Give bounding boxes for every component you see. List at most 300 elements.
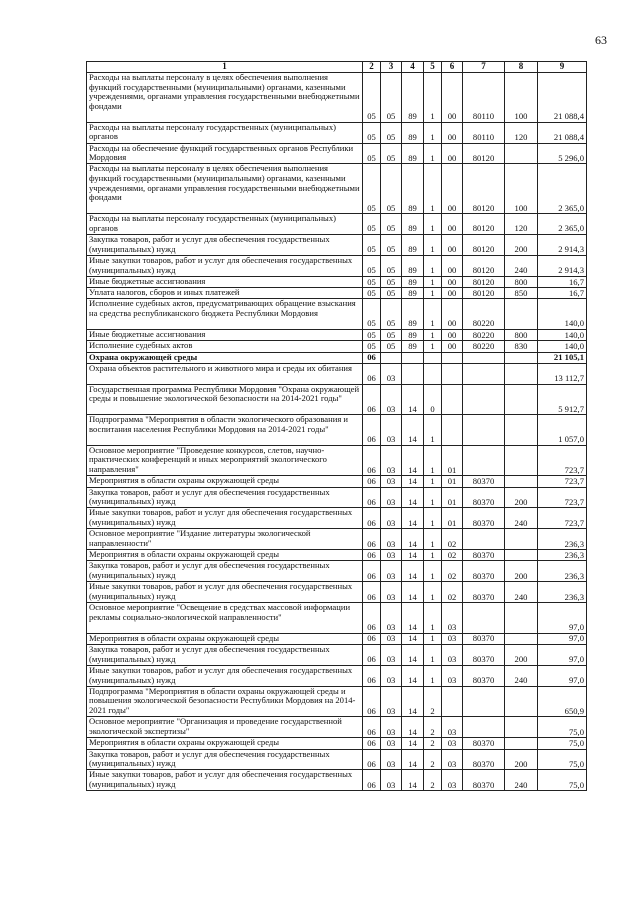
section-code-cell: 06 bbox=[363, 550, 381, 561]
event-code-cell: 00 bbox=[442, 73, 463, 123]
direction-code-cell: 80370 bbox=[463, 749, 505, 770]
amount-cell: 236,3 bbox=[538, 529, 587, 550]
program-code-cell: 14 bbox=[402, 645, 424, 666]
table-row bbox=[87, 582, 587, 603]
row-name-cell: Мероприятия в области охраны окружающей среды bbox=[87, 476, 363, 487]
amount-cell: 723,7 bbox=[538, 476, 587, 487]
event-code-cell: 03 bbox=[442, 633, 463, 644]
amount-cell: 650,9 bbox=[538, 686, 587, 717]
section-code-cell: 06 bbox=[363, 487, 381, 508]
header-col-5: 5 bbox=[424, 62, 442, 73]
subprogram-code-cell: 1 bbox=[424, 235, 442, 256]
expense-type-cell: 800 bbox=[505, 329, 538, 340]
row-name-cell: Закупка товаров, работ и услуг для обеспечения государственных (муниципальных) нужд bbox=[87, 235, 363, 256]
table-row bbox=[87, 770, 587, 791]
section-code-cell: 06 bbox=[363, 717, 381, 738]
section-code-cell: 06 bbox=[363, 738, 381, 749]
header-col-3: 3 bbox=[381, 62, 402, 73]
subprogram-code-cell: 1 bbox=[424, 645, 442, 666]
row-name-cell: Основное мероприятие "Проведение конкурсов, слетов, научно-практических конференций и иных мероприятий экологического направления" bbox=[87, 445, 363, 476]
table-row bbox=[87, 363, 587, 384]
subprogram-code-cell: 1 bbox=[424, 550, 442, 561]
table-row bbox=[87, 415, 587, 446]
amount-cell: 21 088,4 bbox=[538, 122, 587, 143]
expense-type-cell: 800 bbox=[505, 276, 538, 287]
program-code-cell: 89 bbox=[402, 73, 424, 123]
section-code-cell: 06 bbox=[363, 686, 381, 717]
expense-type-cell bbox=[505, 738, 538, 749]
expense-type-cell bbox=[505, 415, 538, 446]
event-code-cell: 01 bbox=[442, 476, 463, 487]
amount-cell: 1 057,0 bbox=[538, 415, 587, 446]
direction-code-cell: 80120 bbox=[463, 276, 505, 287]
direction-code-cell: 80370 bbox=[463, 770, 505, 791]
subsection-code-cell: 03 bbox=[381, 561, 402, 582]
table-row bbox=[87, 73, 587, 123]
program-code-cell: 14 bbox=[402, 738, 424, 749]
program-code-cell: 89 bbox=[402, 341, 424, 352]
section-code-cell: 05 bbox=[363, 143, 381, 164]
amount-cell: 236,3 bbox=[538, 582, 587, 603]
amount-cell: 723,7 bbox=[538, 445, 587, 476]
row-name-cell: Мероприятия в области охраны окружающей среды bbox=[87, 738, 363, 749]
event-code-cell: 01 bbox=[442, 508, 463, 529]
subprogram-code-cell: 0 bbox=[424, 384, 442, 415]
amount-cell: 21 088,4 bbox=[538, 73, 587, 123]
program-code-cell: 89 bbox=[402, 214, 424, 235]
subprogram-code-cell bbox=[424, 352, 442, 363]
expense-type-cell: 240 bbox=[505, 582, 538, 603]
section-code-cell: 05 bbox=[363, 164, 381, 214]
program-code-cell: 14 bbox=[402, 749, 424, 770]
subsection-code-cell: 05 bbox=[381, 255, 402, 276]
table-row bbox=[87, 717, 587, 738]
table-row bbox=[87, 749, 587, 770]
table-row bbox=[87, 645, 587, 666]
expense-type-cell: 200 bbox=[505, 561, 538, 582]
program-code-cell: 14 bbox=[402, 550, 424, 561]
subprogram-code-cell: 1 bbox=[424, 255, 442, 276]
amount-cell: 140,0 bbox=[538, 329, 587, 340]
amount-cell: 97,0 bbox=[538, 665, 587, 686]
program-code-cell: 89 bbox=[402, 122, 424, 143]
amount-cell: 75,0 bbox=[538, 770, 587, 791]
table-row bbox=[87, 255, 587, 276]
subprogram-code-cell: 2 bbox=[424, 749, 442, 770]
direction-code-cell: 80370 bbox=[463, 645, 505, 666]
section-code-cell: 05 bbox=[363, 299, 381, 330]
subsection-code-cell: 03 bbox=[381, 633, 402, 644]
row-name-cell: Основное мероприятие "Организация и проведение государственной экологической экспертизы" bbox=[87, 717, 363, 738]
direction-code-cell bbox=[463, 603, 505, 634]
program-code-cell: 14 bbox=[402, 582, 424, 603]
row-name-cell: Иные закупки товаров, работ и услуг для обеспечения государственных (муниципальных) нужд bbox=[87, 255, 363, 276]
event-code-cell bbox=[442, 415, 463, 446]
event-code-cell: 00 bbox=[442, 329, 463, 340]
subsection-code-cell: 03 bbox=[381, 749, 402, 770]
direction-code-cell: 80370 bbox=[463, 550, 505, 561]
table-row bbox=[87, 633, 587, 644]
program-code-cell: 89 bbox=[402, 143, 424, 164]
section-code-cell: 05 bbox=[363, 255, 381, 276]
direction-code-cell bbox=[463, 363, 505, 384]
event-code-cell: 00 bbox=[442, 341, 463, 352]
section-code-cell: 06 bbox=[363, 529, 381, 550]
header-col-9: 9 bbox=[538, 62, 587, 73]
subprogram-code-cell: 1 bbox=[424, 415, 442, 446]
expense-type-cell: 100 bbox=[505, 164, 538, 214]
subsection-code-cell: 03 bbox=[381, 717, 402, 738]
table-row bbox=[87, 122, 587, 143]
subprogram-code-cell: 2 bbox=[424, 717, 442, 738]
section-code-cell: 05 bbox=[363, 122, 381, 143]
section-code-cell: 05 bbox=[363, 73, 381, 123]
event-code-cell: 02 bbox=[442, 529, 463, 550]
program-code-cell: 14 bbox=[402, 415, 424, 446]
direction-code-cell: 80370 bbox=[463, 476, 505, 487]
table-row bbox=[87, 550, 587, 561]
subsection-code-cell: 05 bbox=[381, 299, 402, 330]
table-row bbox=[87, 665, 587, 686]
amount-cell: 5 296,0 bbox=[538, 143, 587, 164]
direction-code-cell: 80110 bbox=[463, 122, 505, 143]
table-row bbox=[87, 214, 587, 235]
table-row bbox=[87, 529, 587, 550]
event-code-cell: 03 bbox=[442, 770, 463, 791]
amount-cell: 16,7 bbox=[538, 288, 587, 299]
table-row bbox=[87, 476, 587, 487]
program-code-cell: 14 bbox=[402, 487, 424, 508]
event-code-cell: 00 bbox=[442, 214, 463, 235]
section-code-cell: 06 bbox=[363, 665, 381, 686]
expense-type-cell bbox=[505, 686, 538, 717]
expense-type-cell: 240 bbox=[505, 770, 538, 791]
event-code-cell: 03 bbox=[442, 665, 463, 686]
table-row bbox=[87, 603, 587, 634]
subsection-code-cell: 03 bbox=[381, 645, 402, 666]
subsection-code-cell: 05 bbox=[381, 235, 402, 256]
direction-code-cell: 80220 bbox=[463, 329, 505, 340]
subprogram-code-cell: 1 bbox=[424, 276, 442, 287]
expense-type-cell bbox=[505, 363, 538, 384]
direction-code-cell bbox=[463, 445, 505, 476]
subsection-code-cell: 03 bbox=[381, 476, 402, 487]
table-row bbox=[87, 341, 587, 352]
subprogram-code-cell: 1 bbox=[424, 487, 442, 508]
amount-cell: 13 112,7 bbox=[538, 363, 587, 384]
amount-cell: 140,0 bbox=[538, 299, 587, 330]
expense-type-cell bbox=[505, 352, 538, 363]
section-code-cell: 06 bbox=[363, 749, 381, 770]
expense-type-cell: 240 bbox=[505, 665, 538, 686]
direction-code-cell: 80120 bbox=[463, 235, 505, 256]
section-code-cell: 06 bbox=[363, 476, 381, 487]
expense-type-cell: 200 bbox=[505, 645, 538, 666]
amount-cell: 236,3 bbox=[538, 561, 587, 582]
subsection-code-cell: 03 bbox=[381, 384, 402, 415]
direction-code-cell bbox=[463, 384, 505, 415]
event-code-cell: 02 bbox=[442, 561, 463, 582]
subsection-code-cell: 03 bbox=[381, 529, 402, 550]
amount-cell: 75,0 bbox=[538, 717, 587, 738]
subprogram-code-cell: 1 bbox=[424, 143, 442, 164]
program-code-cell: 89 bbox=[402, 164, 424, 214]
row-name-cell: Уплата налогов, сборов и иных платежей bbox=[87, 288, 363, 299]
amount-cell: 2 365,0 bbox=[538, 164, 587, 214]
row-name-cell: Расходы на выплаты персоналу в целях обеспечения выполнения функций государственными (муниципальными) органами, казенными учреждениями, органами управления государственными внебюджетными фондами bbox=[87, 73, 363, 123]
header-col-1: 1 bbox=[87, 62, 363, 73]
direction-code-cell: 80120 bbox=[463, 164, 505, 214]
event-code-cell: 00 bbox=[442, 299, 463, 330]
amount-cell: 75,0 bbox=[538, 738, 587, 749]
row-name-cell: Основное мероприятие "Освещение в средствах массовой информации рекламы социально-экологической направленности" bbox=[87, 603, 363, 634]
section-code-cell: 05 bbox=[363, 288, 381, 299]
table-row bbox=[87, 384, 587, 415]
event-code-cell: 03 bbox=[442, 749, 463, 770]
direction-code-cell: 80120 bbox=[463, 288, 505, 299]
direction-code-cell: 80370 bbox=[463, 738, 505, 749]
direction-code-cell: 80120 bbox=[463, 143, 505, 164]
table-body bbox=[87, 73, 587, 791]
program-code-cell: 14 bbox=[402, 633, 424, 644]
event-code-cell: 02 bbox=[442, 582, 463, 603]
subsection-code-cell bbox=[381, 352, 402, 363]
direction-code-cell: 80370 bbox=[463, 508, 505, 529]
event-code-cell: 00 bbox=[442, 164, 463, 214]
direction-code-cell bbox=[463, 529, 505, 550]
table-row bbox=[87, 686, 587, 717]
amount-cell: 2 914,3 bbox=[538, 255, 587, 276]
table-header-row bbox=[87, 62, 587, 73]
row-name-cell: Расходы на выплаты персоналу государственных (муниципальных) органов bbox=[87, 122, 363, 143]
subsection-code-cell: 05 bbox=[381, 276, 402, 287]
program-code-cell: 14 bbox=[402, 665, 424, 686]
subprogram-code-cell: 1 bbox=[424, 529, 442, 550]
budget-table bbox=[86, 61, 587, 791]
expense-type-cell: 240 bbox=[505, 255, 538, 276]
table-row bbox=[87, 352, 587, 363]
table-row bbox=[87, 299, 587, 330]
expense-type-cell bbox=[505, 476, 538, 487]
section-code-cell: 06 bbox=[363, 445, 381, 476]
expense-type-cell: 200 bbox=[505, 749, 538, 770]
row-name-cell: Охрана объектов растительного и животного мира и среды их обитания bbox=[87, 363, 363, 384]
row-name-cell: Иные закупки товаров, работ и услуг для обеспечения государственных (муниципальных) нужд bbox=[87, 770, 363, 791]
subprogram-code-cell bbox=[424, 363, 442, 384]
event-code-cell bbox=[442, 352, 463, 363]
header-col-4: 4 bbox=[402, 62, 424, 73]
amount-cell: 75,0 bbox=[538, 749, 587, 770]
amount-cell: 2 365,0 bbox=[538, 214, 587, 235]
program-code-cell: 14 bbox=[402, 384, 424, 415]
program-code-cell: 89 bbox=[402, 255, 424, 276]
row-name-cell: Иные закупки товаров, работ и услуг для обеспечения государственных (муниципальных) нужд bbox=[87, 508, 363, 529]
subprogram-code-cell: 1 bbox=[424, 288, 442, 299]
expense-type-cell bbox=[505, 633, 538, 644]
direction-code-cell: 80370 bbox=[463, 487, 505, 508]
section-code-cell: 06 bbox=[363, 508, 381, 529]
subsection-code-cell: 05 bbox=[381, 122, 402, 143]
amount-cell: 140,0 bbox=[538, 341, 587, 352]
row-name-cell: Иные закупки товаров, работ и услуг для обеспечения государственных (муниципальных) нужд bbox=[87, 665, 363, 686]
subprogram-code-cell: 1 bbox=[424, 445, 442, 476]
direction-code-cell: 80120 bbox=[463, 214, 505, 235]
row-name-cell: Иные бюджетные ассигнования bbox=[87, 276, 363, 287]
row-name-cell: Исполнение судебных актов, предусматривающих обращение взыскания на средства республиканского бюджета Республики Мордовия bbox=[87, 299, 363, 330]
expense-type-cell bbox=[505, 717, 538, 738]
subsection-code-cell: 03 bbox=[381, 415, 402, 446]
subsection-code-cell: 05 bbox=[381, 288, 402, 299]
subsection-code-cell: 05 bbox=[381, 164, 402, 214]
event-code-cell: 03 bbox=[442, 717, 463, 738]
expense-type-cell: 200 bbox=[505, 235, 538, 256]
event-code-cell: 03 bbox=[442, 738, 463, 749]
amount-cell: 5 912,7 bbox=[538, 384, 587, 415]
section-code-cell: 06 bbox=[363, 633, 381, 644]
expense-type-cell: 120 bbox=[505, 122, 538, 143]
row-name-cell: Подпрограмма "Мероприятия в области экологического образования и воспитания населения Республики Мордовия на 2014-2021 годы" bbox=[87, 415, 363, 446]
expense-type-cell: 850 bbox=[505, 288, 538, 299]
table-row bbox=[87, 561, 587, 582]
section-code-cell: 06 bbox=[363, 352, 381, 363]
subsection-code-cell: 03 bbox=[381, 738, 402, 749]
header-col-6: 6 bbox=[442, 62, 463, 73]
subprogram-code-cell: 1 bbox=[424, 508, 442, 529]
expense-type-cell bbox=[505, 143, 538, 164]
expense-type-cell: 100 bbox=[505, 73, 538, 123]
section-code-cell: 06 bbox=[363, 384, 381, 415]
program-code-cell: 14 bbox=[402, 508, 424, 529]
direction-code-cell bbox=[463, 717, 505, 738]
amount-cell: 97,0 bbox=[538, 633, 587, 644]
section-code-cell: 05 bbox=[363, 214, 381, 235]
row-name-cell: Закупка товаров, работ и услуг для обеспечения государственных (муниципальных) нужд bbox=[87, 561, 363, 582]
subsection-code-cell: 03 bbox=[381, 582, 402, 603]
subsection-code-cell: 05 bbox=[381, 214, 402, 235]
section-code-cell: 06 bbox=[363, 770, 381, 791]
subsection-code-cell: 03 bbox=[381, 603, 402, 634]
expense-type-cell bbox=[505, 603, 538, 634]
table-row bbox=[87, 487, 587, 508]
row-name-cell: Расходы на обеспечение функций государственных органов Республики Мордовия bbox=[87, 143, 363, 164]
subprogram-code-cell: 1 bbox=[424, 73, 442, 123]
subprogram-code-cell: 1 bbox=[424, 214, 442, 235]
event-code-cell: 00 bbox=[442, 122, 463, 143]
program-code-cell: 89 bbox=[402, 288, 424, 299]
direction-code-cell: 80370 bbox=[463, 561, 505, 582]
row-name-cell: Охрана окружающей среды bbox=[87, 352, 363, 363]
table-row bbox=[87, 143, 587, 164]
expense-type-cell: 830 bbox=[505, 341, 538, 352]
program-code-cell: 14 bbox=[402, 603, 424, 634]
event-code-cell: 00 bbox=[442, 143, 463, 164]
program-code-cell bbox=[402, 352, 424, 363]
direction-code-cell: 80220 bbox=[463, 341, 505, 352]
subprogram-code-cell: 1 bbox=[424, 164, 442, 214]
subsection-code-cell: 05 bbox=[381, 143, 402, 164]
subsection-code-cell: 03 bbox=[381, 508, 402, 529]
event-code-cell bbox=[442, 363, 463, 384]
direction-code-cell: 80220 bbox=[463, 299, 505, 330]
section-code-cell: 05 bbox=[363, 276, 381, 287]
section-code-cell: 06 bbox=[363, 363, 381, 384]
subprogram-code-cell: 1 bbox=[424, 341, 442, 352]
expense-type-cell bbox=[505, 445, 538, 476]
subsection-code-cell: 03 bbox=[381, 686, 402, 717]
direction-code-cell: 80370 bbox=[463, 582, 505, 603]
expense-type-cell: 120 bbox=[505, 214, 538, 235]
subprogram-code-cell: 1 bbox=[424, 122, 442, 143]
direction-code-cell bbox=[463, 415, 505, 446]
program-code-cell: 14 bbox=[402, 445, 424, 476]
program-code-cell: 89 bbox=[402, 276, 424, 287]
subsection-code-cell: 05 bbox=[381, 341, 402, 352]
subsection-code-cell: 05 bbox=[381, 329, 402, 340]
amount-cell: 236,3 bbox=[538, 550, 587, 561]
row-name-cell: Иные закупки товаров, работ и услуг для обеспечения государственных (муниципальных) нужд bbox=[87, 582, 363, 603]
subprogram-code-cell: 1 bbox=[424, 603, 442, 634]
event-code-cell: 01 bbox=[442, 487, 463, 508]
amount-cell: 97,0 bbox=[538, 645, 587, 666]
subsection-code-cell: 03 bbox=[381, 363, 402, 384]
program-code-cell bbox=[402, 363, 424, 384]
subsection-code-cell: 03 bbox=[381, 487, 402, 508]
table-row bbox=[87, 738, 587, 749]
event-code-cell: 00 bbox=[442, 235, 463, 256]
row-name-cell: Мероприятия в области охраны окружающей среды bbox=[87, 633, 363, 644]
event-code-cell: 02 bbox=[442, 550, 463, 561]
program-code-cell: 14 bbox=[402, 770, 424, 791]
event-code-cell: 00 bbox=[442, 276, 463, 287]
subsection-code-cell: 03 bbox=[381, 550, 402, 561]
section-code-cell: 06 bbox=[363, 603, 381, 634]
row-name-cell: Исполнение судебных актов bbox=[87, 341, 363, 352]
expense-type-cell bbox=[505, 384, 538, 415]
row-name-cell: Иные бюджетные ассигнования bbox=[87, 329, 363, 340]
section-code-cell: 06 bbox=[363, 561, 381, 582]
subprogram-code-cell: 1 bbox=[424, 476, 442, 487]
row-name-cell: Основное мероприятие "Издание литературы экологической направленности" bbox=[87, 529, 363, 550]
event-code-cell: 00 bbox=[442, 288, 463, 299]
subprogram-code-cell: 1 bbox=[424, 633, 442, 644]
expense-type-cell bbox=[505, 550, 538, 561]
page-number: 63 bbox=[595, 33, 607, 47]
direction-code-cell: 80110 bbox=[463, 73, 505, 123]
program-code-cell: 14 bbox=[402, 476, 424, 487]
subprogram-code-cell: 1 bbox=[424, 329, 442, 340]
expense-type-cell: 240 bbox=[505, 508, 538, 529]
subsection-code-cell: 05 bbox=[381, 73, 402, 123]
program-code-cell: 89 bbox=[402, 235, 424, 256]
subprogram-code-cell: 1 bbox=[424, 582, 442, 603]
table-row bbox=[87, 164, 587, 214]
direction-code-cell bbox=[463, 352, 505, 363]
amount-cell: 2 914,3 bbox=[538, 235, 587, 256]
row-name-cell: Закупка товаров, работ и услуг для обеспечения государственных (муниципальных) нужд bbox=[87, 645, 363, 666]
subprogram-code-cell: 1 bbox=[424, 299, 442, 330]
direction-code-cell: 80370 bbox=[463, 665, 505, 686]
subprogram-code-cell: 2 bbox=[424, 770, 442, 791]
direction-code-cell: 80370 bbox=[463, 633, 505, 644]
amount-cell: 21 105,1 bbox=[538, 352, 587, 363]
event-code-cell: 00 bbox=[442, 255, 463, 276]
section-code-cell: 05 bbox=[363, 341, 381, 352]
expense-type-cell: 200 bbox=[505, 487, 538, 508]
program-code-cell: 14 bbox=[402, 561, 424, 582]
table-row bbox=[87, 276, 587, 287]
section-code-cell: 06 bbox=[363, 645, 381, 666]
header-col-7: 7 bbox=[463, 62, 505, 73]
